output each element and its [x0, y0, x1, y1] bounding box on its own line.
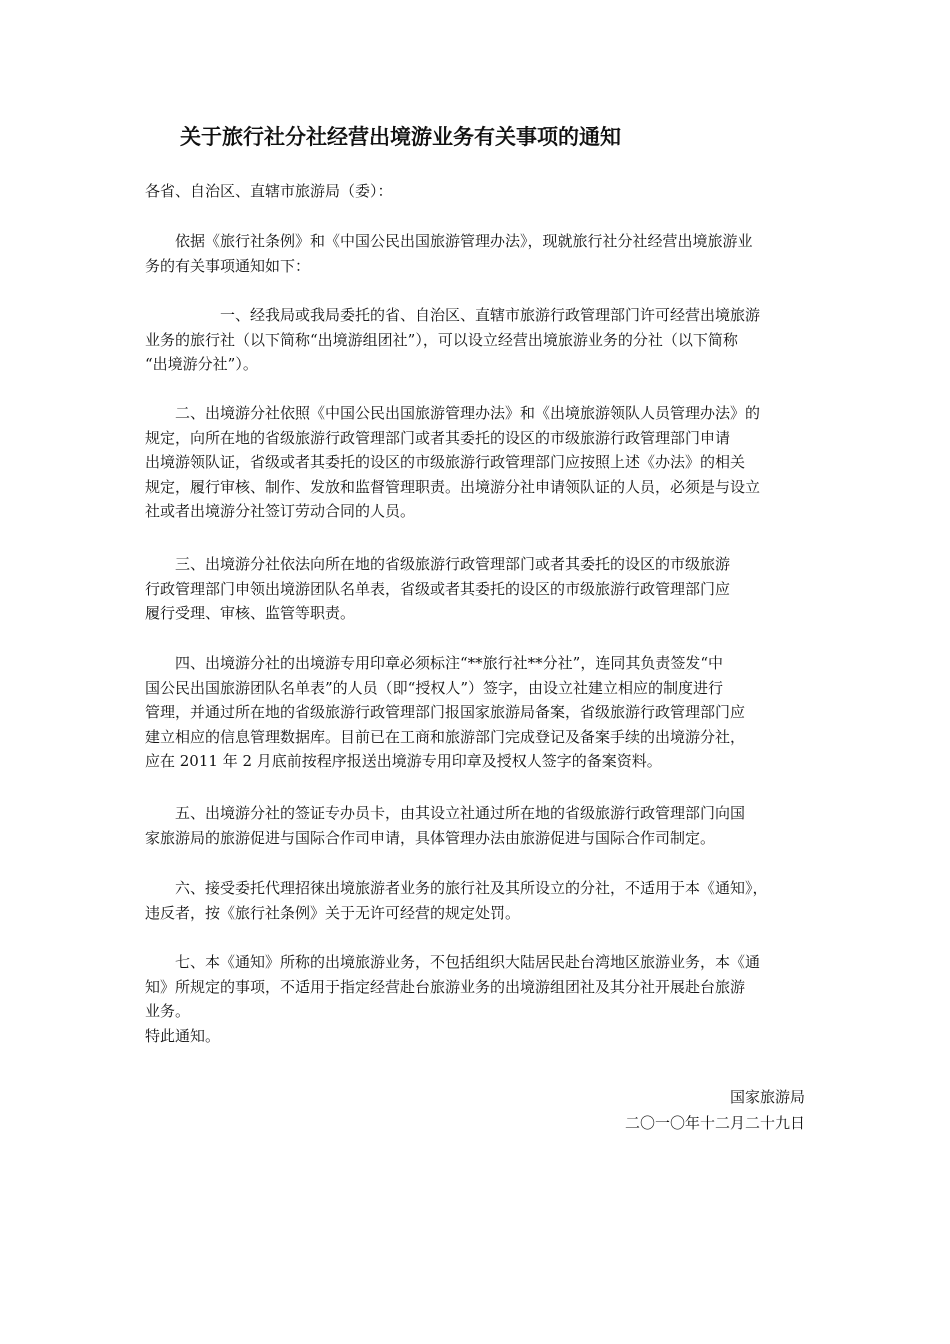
text-line: 国公民出国旅游团队名单表”的人员（即“授权人”）签字，由设立社建立相应的制度进行 [145, 678, 724, 697]
item-3-paragraph [145, 552, 810, 626]
text-line: 社或者出境游分社签订劳动合同的人员。 [145, 502, 416, 520]
text-line: 二、出境游分社依照《中国公民出国旅游管理办法》和《出境旅游领队人员管理办法》的 [145, 404, 761, 422]
text-line: 家旅游局的旅游促进与国际合作司申请，具体管理办法由旅游促进与国际合作司制定。 [145, 828, 716, 847]
text-line: 四、出境游分社的出境游专用印章必须标注“**旅行社**分社”，连同其负责签发“中 [145, 654, 724, 672]
item-2-paragraph [145, 401, 810, 524]
text-line: 规定，向所在地的省级旅游行政管理部门或者其委托的设区的市级旅游行政管理部门申请 [145, 428, 731, 447]
salutation: 各省、自治区、直辖市旅游局（委）： [145, 182, 393, 200]
item-1-paragraph [145, 303, 810, 377]
text-line: 行政管理部门申领出境游团队名单表，省级或者其委托的设区的市级旅游行政管理部门应 [145, 579, 731, 598]
signature-block [625, 1084, 805, 1136]
text-line: 管理，并通过所在地的省级旅游行政管理部门报国家旅游局备案，省级旅游行政管理部门应 [145, 703, 746, 721]
text-line: 五、出境游分社的签证专办员卡，由其设立社通过所在地的省级旅游行政管理部门向国 [145, 804, 746, 822]
closing-line: 特此通知。 [145, 1026, 221, 1045]
text-line: 一、经我局或我局委托的省、自治区、直辖市旅游行政管理部门许可经营出境旅游 [145, 306, 761, 324]
item-6-paragraph [145, 876, 810, 925]
text-line: 业务。 [145, 1002, 191, 1020]
text-line: 依据《旅行社条例》和《中国公民出国旅游管理办法》，现就旅行社分社经营出境旅游业 [145, 232, 753, 250]
text-line: 业务的旅行社（以下简称“出境游组团社”），可以设立经营出境旅游业务的分社（以下简称 [145, 330, 738, 349]
text-line: 知》所规定的事项，不适用于指定经营赴台旅游业务的出境游组团社及其分社开展赴台旅游 [145, 977, 746, 996]
text-line: 履行受理、审核、监管等职责。 [145, 604, 356, 622]
item-7-paragraph [145, 950, 810, 1048]
text-line: 出境游领队证，省级或者其委托的设区的市级旅游行政管理部门应按照上述《办法》的相关 [145, 453, 746, 471]
text-line: 六、接受委托代理招徕出境旅游者业务的旅行社及其所设立的分社，不适用于本《通知》， [145, 879, 768, 897]
text-line: 七、本《通知》所称的出境旅游业务，不包括组织大陆居民赴台湾地区旅游业务，本《通 [145, 953, 761, 971]
text-line: 务的有关事项通知如下： [145, 256, 311, 275]
text-line: 建立相应的信息管理数据库。目前已在工商和旅游部门完成登记及备案手续的出境游分社， [145, 727, 746, 746]
issuer-name: 国家旅游局 [729, 1088, 805, 1106]
issue-date: 二〇一〇年十二月二十九日 [624, 1114, 805, 1132]
text-line: 规定，履行审核、制作、发放和监督管理职责。出境游分社申请领队证的人员，必须是与设立 [145, 477, 761, 496]
text-line: 应在 2011 年 2 月底前按程序报送出境游专用印章及授权人签字的备案资料。 [145, 752, 662, 770]
item-4-paragraph [145, 651, 810, 774]
document-title: 关于旅行社分社经营出境游业务有关事项的通知 [180, 124, 621, 149]
text-line: 违反者，按《旅行社条例》关于无许可经营的规定处罚。 [145, 903, 521, 922]
item-5-paragraph [145, 801, 810, 850]
text-line: “出境游分社”）。 [145, 355, 258, 373]
text-line: 三、出境游分社依法向所在地的省级旅游行政管理部门或者其委托的设区的市级旅游 [145, 555, 731, 573]
intro-paragraph [145, 229, 810, 278]
